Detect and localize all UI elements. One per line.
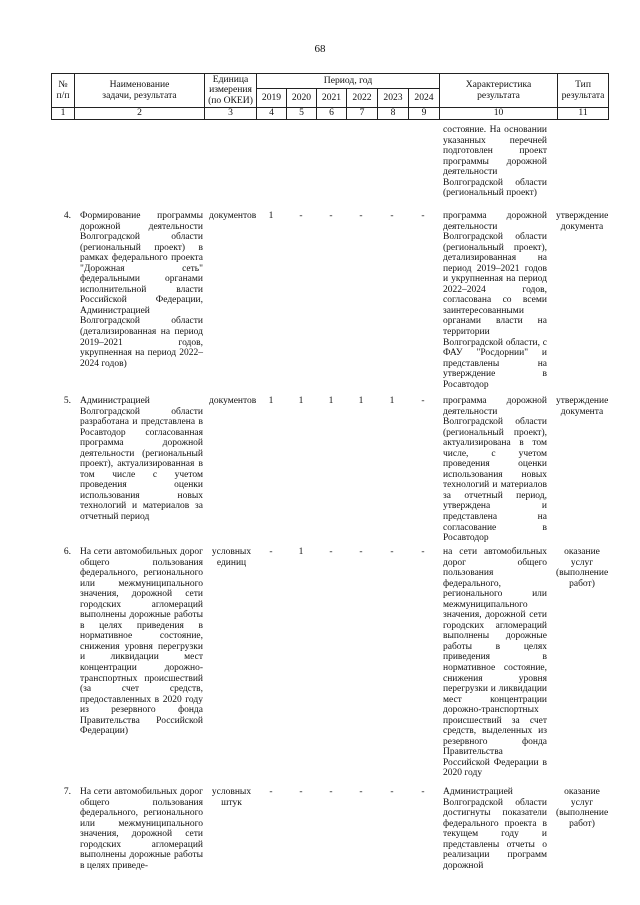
result-characteristic: Администрацией Волгоградской области достигнуты показатели федерального проекта в текущем году и представлены отчеты о реализации программ дорожной [443, 787, 547, 871]
year-value: - [329, 547, 333, 557]
header-type: Тип результата [558, 74, 609, 108]
year-value: - [359, 787, 363, 797]
col-number: 8 [378, 108, 409, 120]
year-value: - [329, 211, 333, 221]
header-year: 2020 [287, 89, 317, 108]
unit-cell: условных штук [211, 787, 252, 808]
task-name: На сети автомобильных дорог общего пользования федерального, регионального или межмуниципального значения, дорожной сети городских агломераций выполнены дорожные работы в целях приведения в нормативное состояние, снижения уровня перегрузки и ликвидации мест концентрации дорожно-транспортных происшествий (за счет средств, предоставленных в 2020 году из резервного фонда Правительства Российской Федерации) [80, 547, 203, 737]
header-unit: Единица измерения (по ОКЕИ) [205, 74, 257, 108]
year-value: - [390, 787, 394, 797]
year-value: 1 [328, 396, 334, 406]
year-value: 1 [358, 396, 364, 406]
result-characteristic: программа дорожной деятельности Волгоградской области (региональный проект), детализированная на период 2019–2021 годов и укрупненная на период 2022–2024 годов, согласована со всеми заинтересованными органами власти на территории Волгоградской области, с ФАУ "Росдорнии" и представлены на утверждение в Росавтодор [443, 211, 547, 390]
result-characteristic: на сети автомобильных дорог общего пользования федерального, регионального или межмуниципального значения, дорожной сети городских агломераций выполнены дорожные работы в целях приведения в нормативное состояние, снижения уровня перегрузки и ликвидации мест концентрации дорожно-транспортных происшествий за счет средств, выделенных из резервного фонда Правительства Российской Федерации в 2020 году [443, 547, 547, 779]
year-value: 1 [298, 547, 304, 557]
row-number: 4. [63, 211, 71, 221]
header-num: № п/п [52, 74, 75, 108]
task-name: Формирование программы дорожной деятельности Волгоградской области (региональный проект) в рамках федерального проекта "Дорожная сеть" федеральными органами исполнительной власти Российской Федерации, Администрацией Волгоградской области (детализированная на период 2019–2021 годов, укрупненная на период 2022–2024 годов) [80, 211, 203, 369]
year-value: - [329, 787, 333, 797]
result-characteristic: программа дорожной деятельности Волгоградской области (региональный проект), актуализирована в том числе, с учетом проведения оценки использования новых технологий и материалов за отчетный период, утверждена и представлена на согласование в Росавтодор [443, 396, 547, 544]
col-number: 6 [317, 108, 347, 120]
header-year: 2024 [409, 89, 440, 108]
year-value: - [359, 547, 363, 557]
col-number: 5 [287, 108, 317, 120]
year-value: - [390, 211, 394, 221]
year-value: 1 [268, 211, 274, 221]
unit-cell: документов [209, 396, 257, 406]
col-number: 3 [205, 108, 257, 120]
year-value: - [299, 787, 303, 797]
header-name: Наименование задачи, результата [75, 74, 205, 108]
year-value: - [390, 547, 394, 557]
row-number: 6. [63, 547, 71, 557]
result-type: оказание услуг (выполнение работ) [556, 787, 609, 829]
task-name: На сети автомобильных дорог общего пользования федерального, регионального или межмуниципального значения, дорожной сети городских агломераций выполнены дорожные работы в целях приведе- [80, 787, 203, 871]
year-value: - [421, 396, 425, 406]
col-number: 7 [347, 108, 378, 120]
header-year: 2021 [317, 89, 347, 108]
header-year: 2022 [347, 89, 378, 108]
year-value: - [269, 547, 273, 557]
continued-characteristic: состояние. На основании указанных перечней подготовлен проект программы дорожной деятельности Волгоградской области (региональный проект) [443, 125, 547, 199]
col-number: 11 [558, 108, 609, 120]
result-type: утверждение документа [556, 396, 609, 417]
col-number: 9 [409, 108, 440, 120]
header-characteristic: Характеристика результата [440, 74, 558, 108]
year-value: - [421, 211, 425, 221]
row-number: 5. [63, 396, 71, 406]
header-year: 2023 [378, 89, 409, 108]
table-header [51, 73, 609, 120]
year-value: - [421, 547, 425, 557]
row-number: 7. [63, 787, 71, 797]
task-name: Администрацией Волгоградской области разработана и представлена в Росавтодор согласованная программа дорожной деятельности (региональный проект), актуализированная в том числе с учетом проведения оценки использования новых технологий и материалов за отчетный период [80, 396, 203, 523]
col-number: 2 [75, 108, 205, 120]
col-number: 1 [52, 108, 75, 120]
year-value: - [299, 211, 303, 221]
unit-cell: условных единиц [211, 547, 252, 568]
year-value: - [359, 211, 363, 221]
year-value: - [421, 787, 425, 797]
year-value: 1 [389, 396, 395, 406]
year-value: 1 [298, 396, 304, 406]
header-period: Период, год [257, 74, 440, 89]
year-value: 1 [268, 396, 274, 406]
unit-cell: документов [209, 211, 257, 221]
col-number: 4 [257, 108, 287, 120]
header-year: 2019 [257, 89, 287, 108]
page-number: 68 [314, 43, 326, 55]
result-type: утверждение документа [556, 211, 609, 232]
result-type: оказание услуг (выполнение работ) [556, 547, 609, 589]
year-value: - [269, 787, 273, 797]
col-number: 10 [440, 108, 558, 120]
